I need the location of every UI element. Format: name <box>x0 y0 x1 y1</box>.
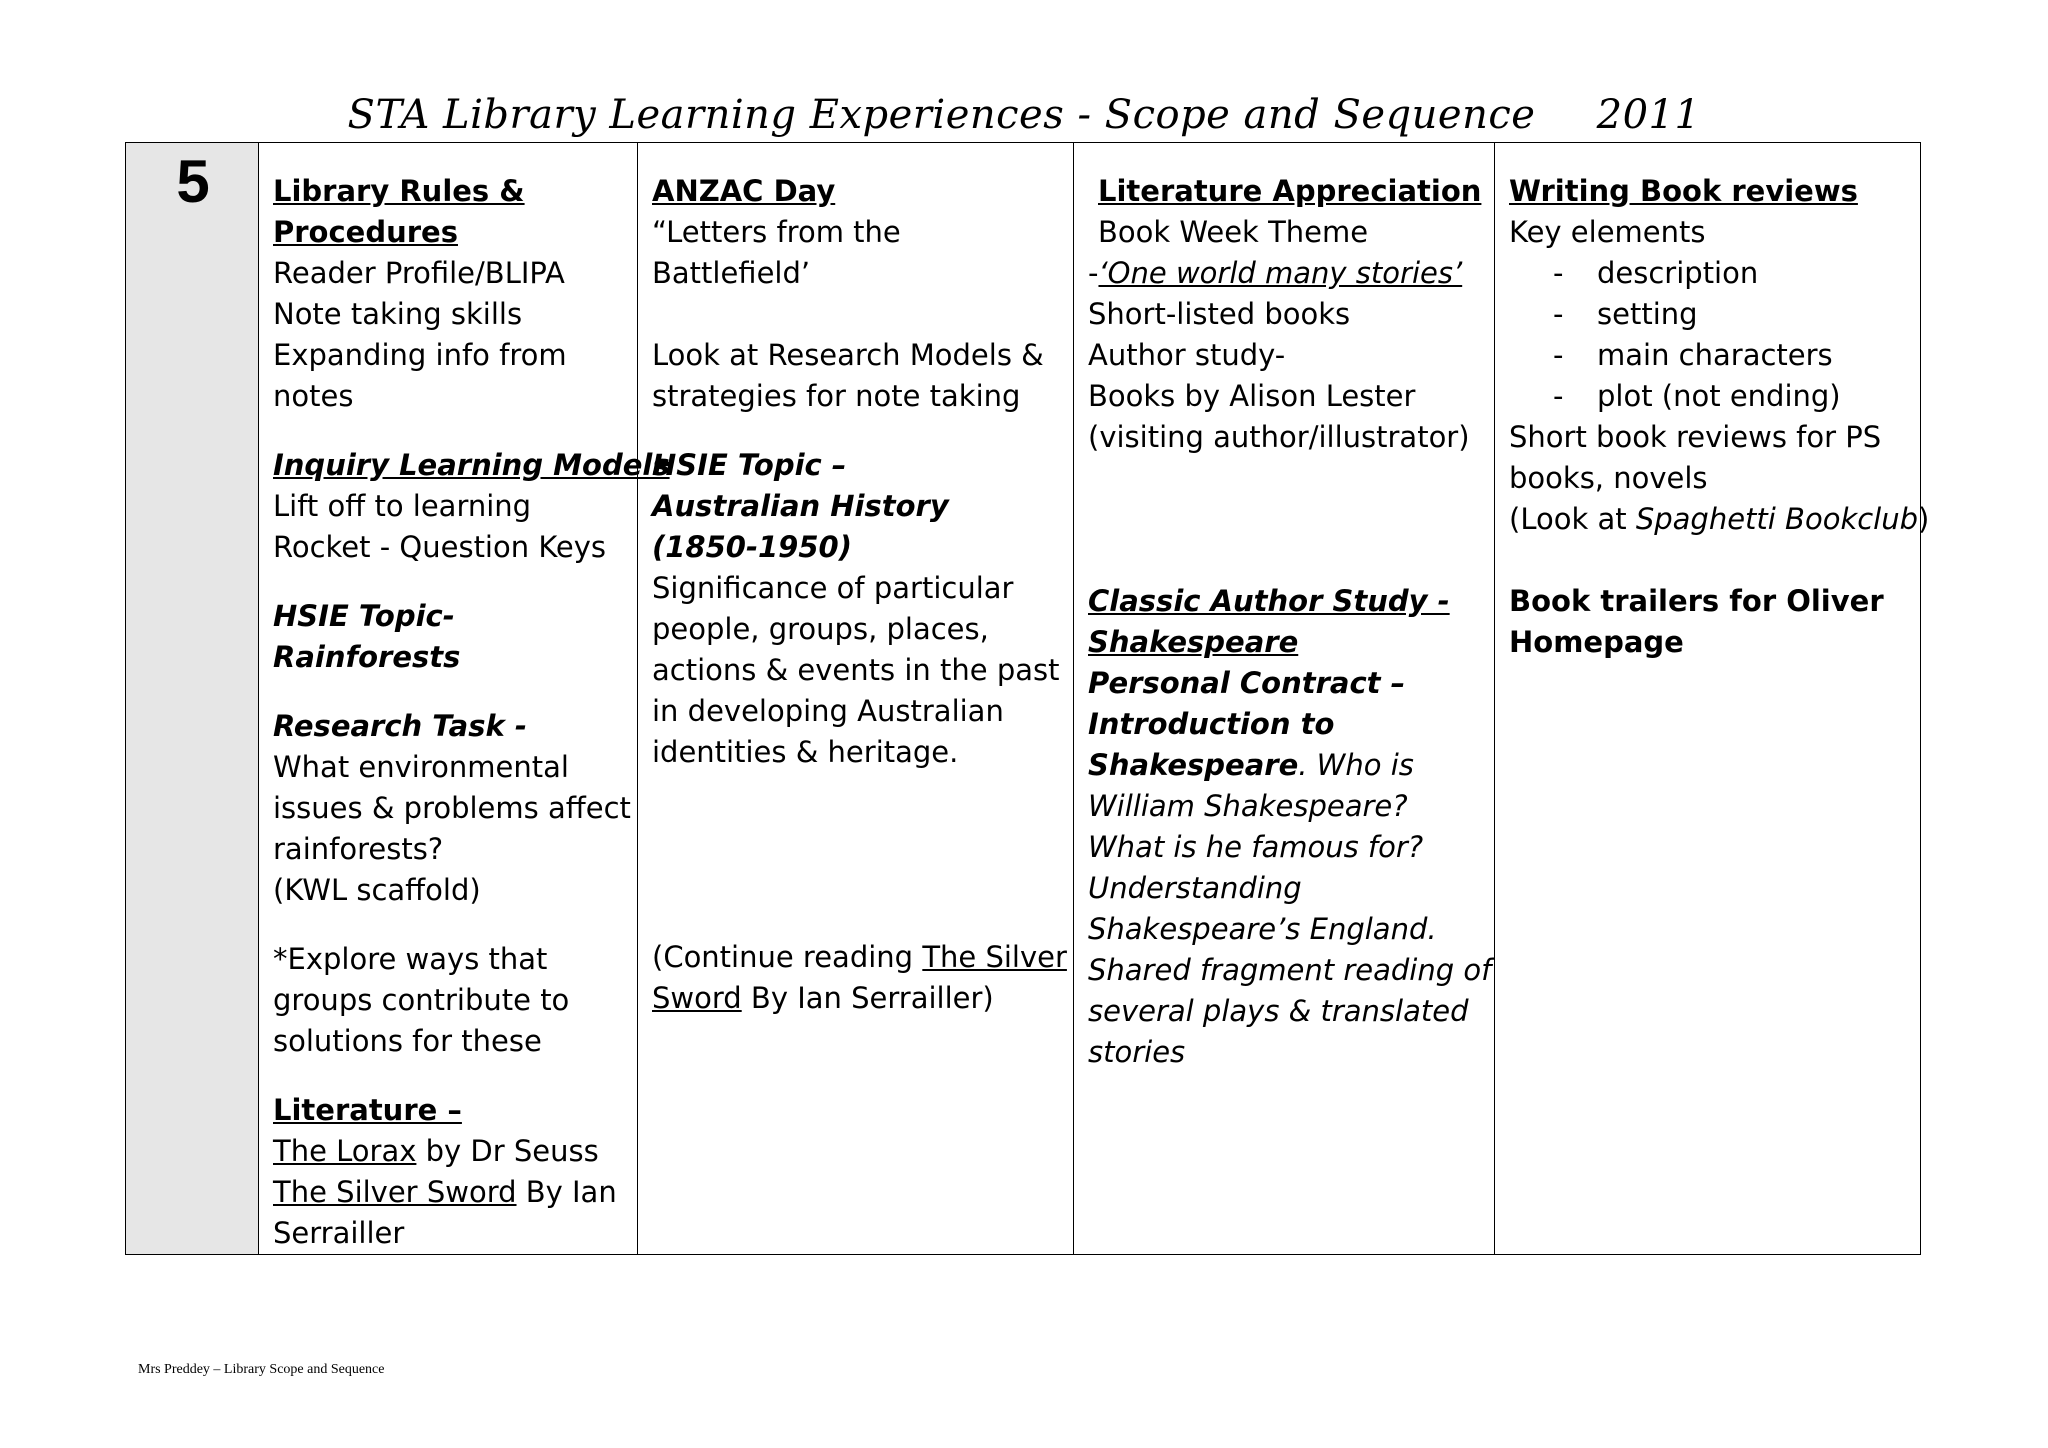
list-item: - plot (not ending) <box>1553 379 1841 413</box>
expanding-text-line2: notes <box>273 379 354 413</box>
significance-line4: in developing Australian <box>652 694 1004 728</box>
serrailler-text: Serrailler <box>273 1216 405 1250</box>
literature-heading: Literature – <box>273 1093 462 1127</box>
research-models-line2: strategies for note taking <box>652 379 1021 413</box>
hsie-topic-heading-line1: HSIE Topic – <box>652 448 847 482</box>
note-taking-text: Note taking skills <box>273 297 523 331</box>
title-year: 2011 <box>1596 92 1701 138</box>
silver-sword-line <box>273 1172 625 1213</box>
theme-dash: - <box>1088 256 1099 290</box>
short-reviews-line2: books, novels <box>1509 461 1708 495</box>
book-trailers-line1: Book trailers for Oliver <box>1509 584 1884 618</box>
expanding-text-line1: Expanding info from <box>273 338 567 372</box>
research-question-line2: issues & problems affect <box>273 791 631 825</box>
continue-reading-title-part1: The Silver <box>922 940 1067 974</box>
alison-lester-text: Books by Alison Lester <box>1088 379 1416 413</box>
year-level-cell <box>126 143 259 1255</box>
silver-sword-author: By Ian <box>516 1175 617 1209</box>
continue-reading-author: By Ian Serrailler) <box>741 981 994 1015</box>
list-item: - description <box>1553 256 1759 290</box>
reader-profile-text: Reader Profile/BLIPA <box>273 256 565 290</box>
rocket-text: Rocket - Question Keys <box>273 530 607 564</box>
inquiry-learning-heading: Inquiry Learning Models <box>273 448 670 482</box>
list-item: - main characters <box>1553 338 1833 372</box>
significance-line1: Significance of particular <box>652 571 1014 605</box>
document-title <box>0 92 2048 138</box>
hsie-topic-heading-line1: HSIE Topic- <box>273 599 455 633</box>
research-question-line3: rainforests? <box>273 832 444 866</box>
term3-cell <box>1074 143 1495 1255</box>
continue-reading-line1 <box>652 937 1067 978</box>
title-text: STA Library Learning Experiences - Scope and Sequence <box>347 92 1536 138</box>
list-item: - setting <box>1553 297 1698 331</box>
personal-contract-line1: Personal Contract – <box>1088 666 1406 700</box>
research-models-line1: Look at Research Models & <box>652 338 1044 372</box>
shakespeare-question-line6: several plays & translated <box>1088 994 1469 1028</box>
term2-cell <box>638 143 1074 1255</box>
shakespeare-bold: Shakespeare <box>1088 748 1299 782</box>
key-elements-text: Key elements <box>1509 215 1706 249</box>
book-trailers-line2: Homepage <box>1509 625 1684 659</box>
kwl-scaffold-text: (KWL scaffold) <box>273 873 481 907</box>
anzac-day-heading: ANZAC Day <box>652 174 836 208</box>
explore-text-line3: solutions for these <box>273 1024 542 1058</box>
explore-text-line2: groups contribute to <box>273 983 570 1017</box>
scope-sequence-table <box>125 142 1930 1255</box>
writing-reviews-heading: Writing Book reviews <box>1509 174 1858 208</box>
shakespeare-question-line5: Shared fragment reading of <box>1088 953 1492 987</box>
library-rules-heading-line1: Library Rules & <box>273 174 525 208</box>
visiting-author-text: (visiting author/illustrator) <box>1088 420 1470 454</box>
spaghetti-bookclub-title: Spaghetti Bookclub <box>1635 502 1919 536</box>
literature-appreciation-heading: Literature Appreciation <box>1098 174 1482 208</box>
significance-line2: people, groups, places, <box>652 612 989 646</box>
explore-text-line1: *Explore ways that <box>273 942 548 976</box>
shakespeare-question-line3: Understanding <box>1088 871 1302 905</box>
author-study-text: Author study- <box>1088 338 1286 372</box>
table-row <box>126 143 1921 1255</box>
shakespeare-question-line4: Shakespeare’s England. <box>1088 912 1437 946</box>
lorax-title: The Lorax <box>273 1134 417 1168</box>
research-task-heading: Research Task - <box>273 709 527 743</box>
term1-cell <box>259 143 670 1255</box>
shakespeare-question-line2: What is he famous for? <box>1088 830 1424 864</box>
book-week-theme-text: Book Week Theme <box>1098 215 1369 249</box>
research-question-line1: What environmental <box>273 750 569 784</box>
lift-off-text: Lift off to learning <box>273 489 532 523</box>
term4-cell <box>1495 143 1930 1255</box>
who-is-text: . Who is <box>1298 748 1414 782</box>
classic-author-heading-line1: Classic Author Study - <box>1088 584 1450 618</box>
hsie-topic-heading-line2: Rainforests <box>273 640 461 674</box>
spaghetti-bookclub-line: (Look at Spaghetti Bookclub) <box>1509 502 1930 536</box>
year-level-number: 5 <box>176 148 210 215</box>
short-reviews-line1: Short book reviews for PS <box>1509 420 1882 454</box>
library-rules-heading-line2: Procedures <box>273 215 458 249</box>
continue-reading-line2 <box>652 978 1061 1019</box>
personal-contract-line2: Introduction to <box>1088 707 1335 741</box>
letters-text-line2: Battlefield’ <box>652 256 811 290</box>
theme-line <box>1088 253 1482 294</box>
significance-line3: actions & events in the past <box>652 653 1060 687</box>
hsie-topic-heading-line3: (1850-1950) <box>652 530 852 564</box>
shakespeare-question-line7: stories <box>1088 1035 1186 1069</box>
theme-text: ‘One world many stories’ <box>1098 256 1463 290</box>
short-listed-text: Short-listed books <box>1088 297 1351 331</box>
significance-line5: identities & heritage. <box>652 735 959 769</box>
letters-text-line1: “Letters from the <box>652 215 901 249</box>
continue-reading-title-part2: Sword <box>652 981 742 1015</box>
classic-author-heading-line2: Shakespeare <box>1088 625 1299 659</box>
page-footer: Mrs Preddey – Library Scope and Sequence <box>138 1362 385 1377</box>
continue-reading-prefix: (Continue reading <box>652 940 923 974</box>
shakespeare-question-line1: William Shakespeare? <box>1088 789 1408 823</box>
silver-sword-title: The Silver Sword <box>273 1175 517 1209</box>
lorax-line <box>273 1131 625 1172</box>
personal-contract-line3 <box>1088 745 1482 786</box>
hsie-topic-heading-line2: Australian History <box>652 489 949 523</box>
lorax-author: by Dr Seuss <box>416 1134 599 1168</box>
